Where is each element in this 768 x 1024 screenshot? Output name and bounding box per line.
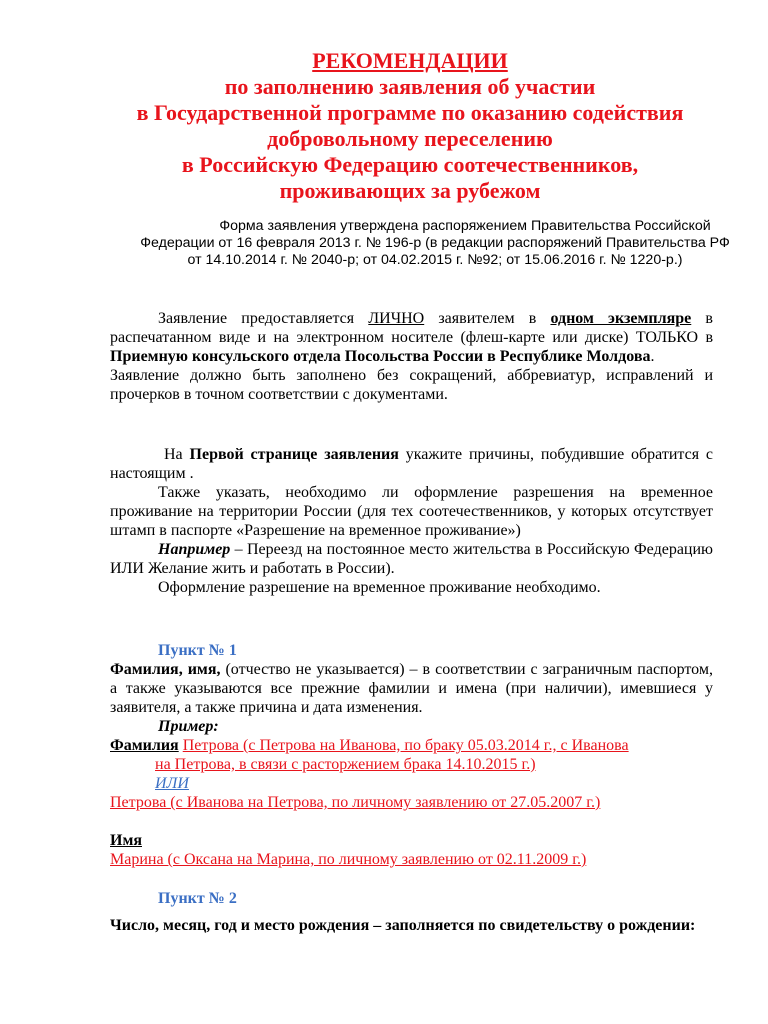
surname-example [110,736,713,755]
first-page-section [110,445,713,597]
title-line: проживающих за рубежом [279,178,541,203]
spacer [110,812,713,831]
approval-note [100,218,768,269]
approval-line: от 14.10.2014 г. № 2040-р; от 04.02.2015 г. №92; от 15.06.2016 г. № 1220-р.) [187,252,683,268]
emphasis-personal: ЛИЧНО [368,310,425,327]
first-page-paragraph [110,445,713,483]
example-label: Например [158,541,231,558]
or-line [110,774,713,793]
first-page-paragraph: Также указать, необходимо ли оформление разрешения на временное проживание на территории России (для тех соотечественников, у которых отсутствует штамп в паспорте «Разрешение на временное проживание») [110,484,713,539]
surname-example-2 [110,793,713,812]
title-line: в Российскую Федерацию соотечественников, [181,152,639,177]
intro-paragraph [110,309,713,366]
text-run: . [650,348,655,365]
point1-paragraph [110,660,713,717]
intro-section [110,309,713,404]
text-run: Заявление предоставляется [158,310,369,327]
or-label: ИЛИ [155,775,189,792]
surname-label: Фамилия [110,737,179,754]
point1-section [110,641,713,869]
name-example-text: Марина (с Оксана на Марина, по личному заявлению от 02.11.2009 г.) [110,851,587,868]
surname-example-text: Петрова (с Иванова на Петрова, по личному заявлению от 27.05.2007 г.) [110,794,601,811]
name-label-line [110,831,713,850]
text-run: – Переезд на постоянное место жительства в Российскую Федерацию ИЛИ Желание жить и работать в России). [110,541,713,577]
text-run: в распечатанном виде и на электронном носителе (флеш-карте или диске) ТОЛЬКО в [110,310,713,346]
name-label: Имя [110,832,142,849]
approval-line: Федерации от 16 февраля 2013 г. № 196-р (в редакции распоряжений Правительства РФ [140,235,730,251]
emphasis-reception: Приемную консульского отдела Посольства России в Республике Молдова [110,348,651,365]
title-line: в Государственной программе по оказанию содействия [136,100,684,125]
surname-example-cont [110,755,713,774]
point2-heading: Пункт № 2 [158,890,237,907]
point1-heading: Пункт № 1 [158,642,237,659]
title-heading: РЕКОМЕНДАЦИИ [312,48,508,73]
point1-lead: Фамилия, имя, [110,661,221,678]
surname-example-text: на Петрова, в связи с расторжением брака 14.10.2015 г.) [155,756,536,773]
title-line: по заполнению заявления об участии [224,74,596,99]
first-page-paragraph: Оформление разрешение на временное проживание необходимо. [158,579,601,596]
point2-paragraph: Число, месяц, год и место рождения – заполняется по свидетельству о рождении: [110,917,696,934]
intro-paragraph: Заявление должно быть заполнено без сокращений, аббревиатур, исправлений и прочерков в точном соответствии с документами. [110,367,713,403]
text-run: На [164,446,190,463]
emphasis-first-page: Первой странице заявления [189,446,399,463]
first-page-example [110,540,713,578]
surname-example-text: Петрова (с Петрова на Иванова, по браку 05.03.2014 г., с Иванова [182,737,629,754]
title-line: добровольному переселению [267,126,553,151]
text-run: укажите причины, побудившие обратится с настоящим . [110,446,713,482]
point1-example-label: Пример: [158,718,219,735]
point2-section [110,889,713,935]
name-example [110,850,713,869]
approval-line: Форма заявления утверждена распоряжением Правительства Российской [219,218,711,234]
text-run: (отчество не указывается) – в соответствии с заграничным паспортом, а также указываются все прежние фамилии и имена (при наличии), имевшиеся у заявителя, а также причина и дата изменения. [110,661,714,716]
text-run: заявителем в [424,310,551,327]
document-title [60,48,760,204]
emphasis-one-copy: одном экземпляре [550,310,692,327]
